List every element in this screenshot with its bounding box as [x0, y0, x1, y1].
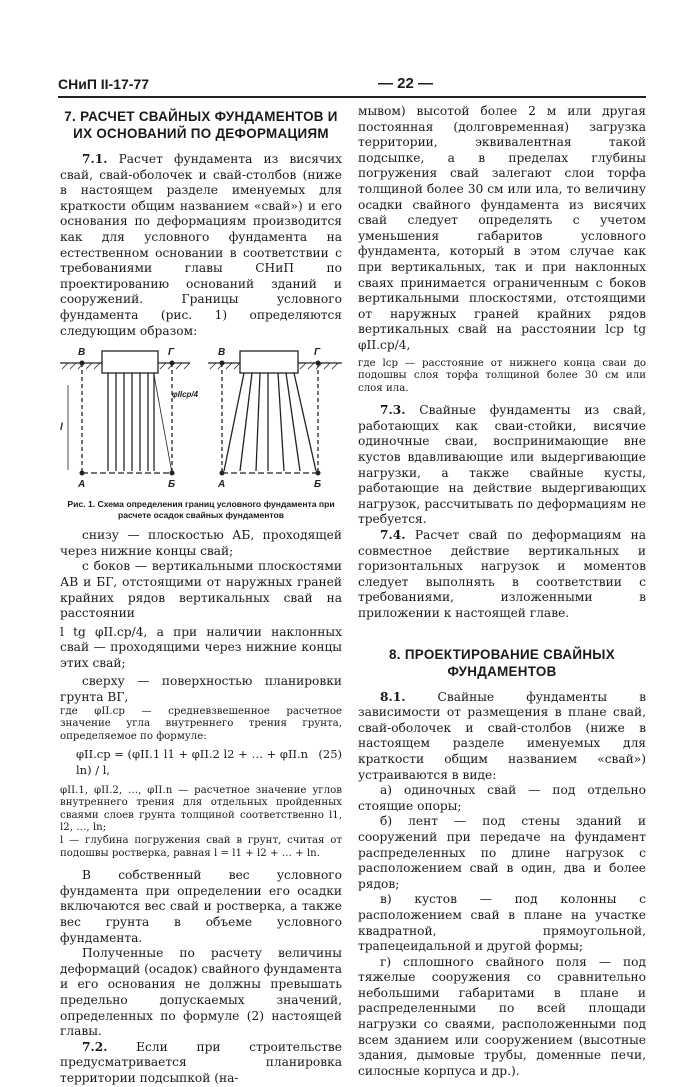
label-b: Б [168, 479, 176, 491]
paragraph-text: Свайные фундаменты из свай, работающих как сваи-стойки, висячие одиночные сваи, воспринимающие вне кустов вдавливающие или выдергивающие нагрузки, а также свайные кусты, работающие на действие выдергивающих нагрузок, рассчитывать по деформациям не требуется. [358, 403, 646, 527]
clause-number: 8.1. [380, 689, 406, 704]
paragraph-bottom: снизу — плоскостью АБ, проходящей через нижние концы свай; [60, 528, 342, 558]
paragraph-top: сверху — поверхностью планировки грунта ВГ, [60, 674, 342, 705]
section-7-title: 7. РАСЧЕТ СВАЙНЫХ ФУНДАМЕНТОВ И ИХ ОСНОВАНИЙ ПО ДЕФОРМАЦИЯМ [64, 109, 338, 141]
paragraph-text: Если при строительстве предусматривается планировка территории подсыпкой (на- [60, 1039, 342, 1085]
document-code: СНиП II-17-77 [58, 76, 150, 92]
paragraph-sides: с боков — вертикальными плоскостями АВ и БГ, отстоящими от наружных граней крайних рядов вертикальных свай на расстоянии [60, 559, 342, 621]
label-a-right: А [218, 479, 226, 491]
right-column [358, 104, 646, 1079]
paragraph-limits: Полученные по расчету величины деформаций (осадок) свайного фундамента и его основания не должны превышать предельно допускаемых значений, определенных по формуле (2) настоящей главы. [60, 946, 342, 1039]
formula-25 [60, 747, 342, 778]
label-phi: φIIср/4 [172, 390, 199, 400]
section-8-title: 8. ПРОЕКТИРОВАНИЕ СВАЙНЫХ ФУНДАМЕНТОВ [389, 646, 615, 679]
list-item-g: г) сплошного свайного поля — под тяжелые сооружения со сравнительно небольшими габаритами в плане и распределенными по всей площади нагрузки со сваями, расположенными под всем зданием или сооружением (высотные здания, дымовые трубы, доменные печи, силосные корпуса и др.). [358, 954, 646, 1078]
clause-number: 7.4. [380, 528, 406, 543]
label-g-right: Г [314, 347, 321, 359]
page-header [58, 76, 646, 98]
clause-number: 7.2. [82, 1039, 108, 1054]
paragraph-text: Расчет фундамента из висячих свай, свай-оболочек и свай-столбов (ниже в настоящем разделе именуемых для краткости общим названием «свай») и его основания по деформациям производится как для условного фундамента на естественном основании в соответствии с требованиями главы СНиП по проектированию оснований зданий и сооружений. Границы условного фундамента (рис. 1) определяются следующим образом: [60, 152, 342, 338]
label-g: Г [168, 347, 175, 359]
label-l: l [60, 422, 63, 434]
paragraph-7-2 [60, 1040, 342, 1087]
figure-caption: Рис. 1. Схема определения границ условного фундамента при расчете осадок свайных фундаментов [67, 499, 335, 520]
legend-l: l — глубина погружения свай в грунт, считая от подошвы ростверка, равная l = l1 + l2 + … + ln. [60, 835, 342, 859]
formula-number: (25) [318, 747, 342, 762]
paragraph-text: Свайные фундаменты в зависимости от размещения в плане свай, свай-оболочек и свай-столбов (ниже в настоящем разделе именуемых для краткости общим названием «свай») устраиваются в виде: [358, 689, 646, 782]
legend-phi: φII.1, φII.2, …, φII.n — расчетное значение углов внутреннего трения для отдельных пройденных сваями слоев грунта толщиной соответственно l1, l2, …, ln; [60, 784, 342, 834]
clause-number: 7.1. [82, 152, 108, 166]
paragraph-8-1 [358, 690, 646, 784]
paragraph-weight: В собственный вес условного фундамента при определении его осадки включаются вес свай и ростверка, а также вес грунта в объеме условного фундамента. [60, 868, 342, 945]
formula-expression: φII.ср = (φII.1 l1 + φII.2 l2 + … + φII.n ln) / l, [76, 747, 309, 778]
paragraph-sides-formula: l tg φII.ср/4, а при наличии наклонных свай — проходящими через нижние концы этих свай; [60, 624, 342, 670]
where-note: где φII.ср — средневзвешенное расчетное значение угла внутреннего трения грунта, определяемое по формуле: [60, 705, 342, 742]
label-a: А [78, 479, 86, 491]
label-v-right: В [218, 347, 226, 359]
label-v: В [78, 347, 86, 359]
paragraph-7-2-note: где lср — расстояние от нижнего конца сваи до подошвы слоя торфа толщиной более 30 см или слоя ила. [358, 357, 646, 394]
left-column [60, 104, 342, 1087]
figure-1-diagram [60, 345, 342, 495]
clause-number: 7.3. [380, 403, 406, 418]
label-b-right: Б [314, 479, 322, 491]
list-item-b: б) лент — под стены зданий и сооружений при передаче на фундамент распределенных по длине нагрузок с расположением свай в один, два и более рядов; [358, 814, 646, 891]
list-item-a: а) одиночных свай — под отдельно стоящие опоры; [358, 783, 646, 813]
paragraph-7-2-cont: мывом) высотой более 2 м или другая постоянная (долговременная) загрузка территории, эквивалентная такой подсыпке, а в пределах глубины погружения свай залегают слои торфа толщиной более 30 см или ила, то величину осадки свайного фундамента из висячих свай следует определять с учетом уменьшения габаритов условного фундамента, который в этом случае как при вертикальных, так и при наклонных сваях принимается ограниченным с боков вертикальными плоскостями, отстоящими от наружных граней крайних рядов вертикальных свай на расстоянии lср tg φII.ср/4, [358, 104, 646, 352]
paragraph-7-3 [358, 403, 646, 528]
paragraph-7-4 [358, 528, 646, 622]
paragraph-text: Расчет свай по деформациям на совместное действие вертикальных и горизонтальных нагрузок и моментов следует выполнять в соответствии с требованиями, изложенными в приложении к настоящей главе. [358, 528, 647, 620]
paragraph-7-1 [60, 152, 342, 339]
page-number: — 22 — [378, 75, 434, 92]
list-item-v: в) кустов — под колонны с расположением свай в плане на участке квадратной, прямоугольной, трапецеидальной и другой формы; [358, 892, 646, 954]
